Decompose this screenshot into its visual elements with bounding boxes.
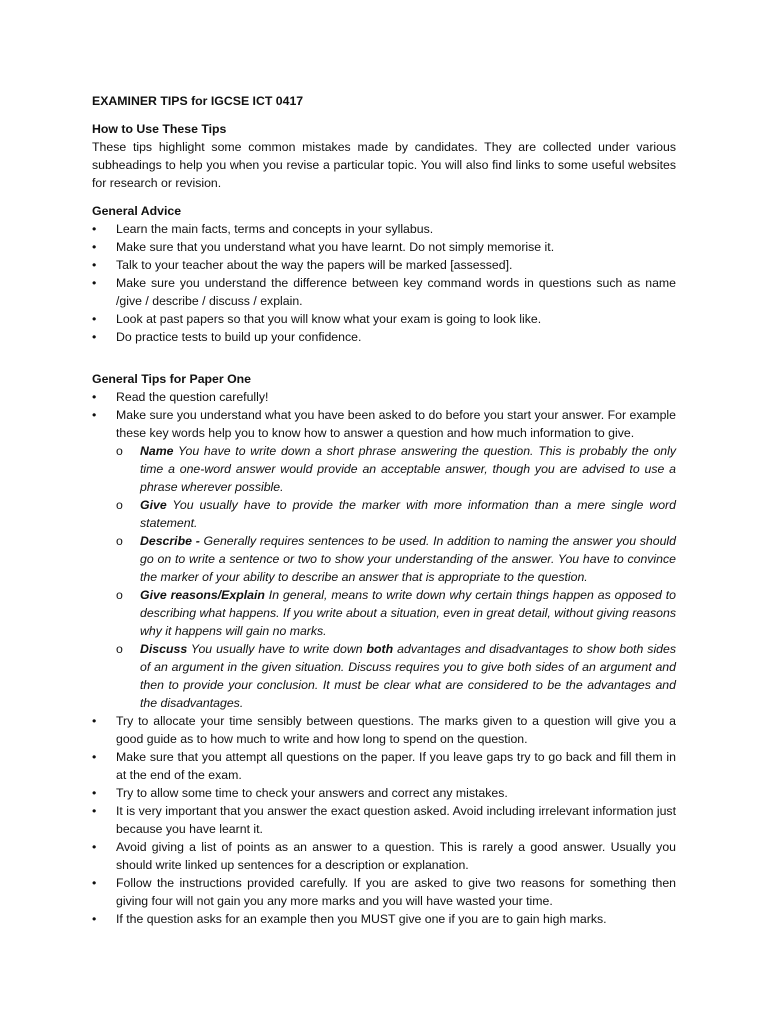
list-item: • Look at past papers so that you will know what your exam is going to look like. <box>92 312 542 326</box>
list-item: • Avoid giving a list of points as an answer to a question. This is rarely a good answer. Usually you should write linked up sentences for a description or explanation. <box>92 840 676 872</box>
list-item: • Make sure you understand the difference between key command words in questions such as name /give / describe / discuss / explain. <box>92 276 676 308</box>
key-word-item: o Discuss You usually have to write down both advantages and disadvantages to show both sides of an argument in the given situation. Discuss requires you to give both sides of an argument and then to provide your conclusion. It must be clear what are considered to be the advantages and the disadvantages. <box>116 642 676 710</box>
key-word-item: o Name You have to write down a short phrase answering the question. This is probably the only time a one-word answer would provide an acceptable answer, though you are advised to use a phrase wherever possible. <box>116 444 676 494</box>
sub-bullet-icon: o <box>116 498 123 512</box>
general-advice-list <box>92 220 676 346</box>
bullet-icon: • <box>92 312 97 326</box>
list-item: • Talk to your teacher about the way the papers will be marked [assessed]. <box>92 258 513 272</box>
key-word-item: o Give You usually have to provide the marker with more information than a mere single word statement. <box>116 498 676 530</box>
bullet-icon: • <box>92 786 97 800</box>
general-advice-heading: General Advice <box>92 204 182 218</box>
paper-one-section <box>92 370 676 928</box>
bullet-icon: • <box>92 714 97 728</box>
list-item: • Make sure you understand what you have been asked to do before you start your answer. For example these key words help you to know how to answer a question and how much information to give. o Name You have to write down a short phrase answering the question. This is probably the only time a one-word answer would provide an acceptable answer, though you are advised to use a phrase wherever possible. o Give You usually have to provide the marker with more information than a mere single word statement. o Describe - Generally requires sentences to be used. In addition to naming the answer you should go on to write a sentence or two to show your understanding of the answer. You have to convince the marker of your ability to describe an answer that is appropriate to the question. o Give reasons/Explain In general, means to write down why certain things happen as opposed to describing what happens. If you write about a situation, even in great detail, without giving reasons why it happens will gain no marks. o Discuss You usually have to write down both advantages and disadvantages to show both sides of an argument in the given situation. Discuss requires you to give both sides of an argument and then to provide your conclusion. It must be clear what are considered to be the advantages and the disadvantages. <box>92 408 677 710</box>
bullet-icon: • <box>92 330 97 344</box>
bullet-icon: • <box>92 408 97 422</box>
list-item: • Try to allow some time to check your answers and correct any mistakes. <box>92 786 508 800</box>
bullet-icon: • <box>92 804 97 818</box>
sub-bullet-icon: o <box>116 588 123 602</box>
document-title: EXAMINER TIPS for IGCSE ICT 0417 <box>92 94 304 108</box>
list-item: • Learn the main facts, terms and concepts in your syllabus. <box>92 222 434 236</box>
key-word-term: Give <box>140 498 167 512</box>
how-to-use-text: These tips highlight some common mistakes made by candidates. They are collected under various subheadings to help you when you revise a particular topic. You will also find links to some useful websites for research or revision. <box>92 140 676 190</box>
key-word-item: o Give reasons/Explain In general, means to write down why certain things happen as opposed to describing what happens. If you write about a situation, even in great detail, without giving reasons why it happens will gain no marks. <box>116 588 676 638</box>
bullet-icon: • <box>92 240 97 254</box>
general-advice-section <box>92 202 676 346</box>
sub-bullet-icon: o <box>116 642 123 656</box>
bullet-icon: • <box>92 276 97 290</box>
bullet-icon: • <box>92 390 97 404</box>
key-words-list <box>116 442 676 712</box>
list-item: • If the question asks for an example then you MUST give one if you are to gain high marks. <box>92 912 607 926</box>
key-word-term: Give reasons/Explain <box>140 588 265 602</box>
list-item: • Make sure that you understand what you have learnt. Do not simply memorise it. <box>92 240 555 254</box>
list-item: • Follow the instructions provided carefully. If you are asked to give two reasons for something then giving four will not gain you any more marks and you will have wasted your time. <box>92 876 676 908</box>
key-word-term: Discuss <box>140 642 188 656</box>
key-word-term: Name <box>140 444 174 458</box>
bullet-icon: • <box>92 912 97 926</box>
how-to-use-heading: How to Use These Tips <box>92 122 227 136</box>
list-item: • Try to allocate your time sensibly between questions. The marks given to a question will give you a good guide as to how much to write and how long to spend on the question. <box>92 714 676 746</box>
list-item: • Read the question carefully! <box>92 390 269 404</box>
list-item: • It is very important that you answer the exact question asked. Avoid including irrelevant information just because you have learnt it. <box>92 804 676 836</box>
paper-one-list <box>92 388 676 928</box>
bullet-icon: • <box>92 876 97 890</box>
list-item: • Do practice tests to build up your confidence. <box>92 330 362 344</box>
bullet-icon: • <box>92 840 97 854</box>
bullet-icon: • <box>92 258 97 272</box>
sub-bullet-icon: o <box>116 444 123 458</box>
bullet-icon: • <box>92 222 97 236</box>
how-to-use-section <box>92 120 676 192</box>
document-page <box>92 92 676 928</box>
bullet-icon: • <box>92 750 97 764</box>
list-item: • Make sure that you attempt all questions on the paper. If you leave gaps try to go back and fill them in at the end of the exam. <box>92 750 676 782</box>
sub-bullet-icon: o <box>116 534 123 548</box>
key-word-term: Describe - <box>140 534 200 548</box>
paper-one-heading: General Tips for Paper One <box>92 372 252 386</box>
emphasis-text: both <box>366 642 394 656</box>
key-word-item: o Describe - Generally requires sentences to be used. In addition to naming the answer you should go on to write a sentence or two to show your understanding of the answer. You have to convince the marker of your ability to describe an answer that is appropriate to the question. <box>116 534 677 584</box>
